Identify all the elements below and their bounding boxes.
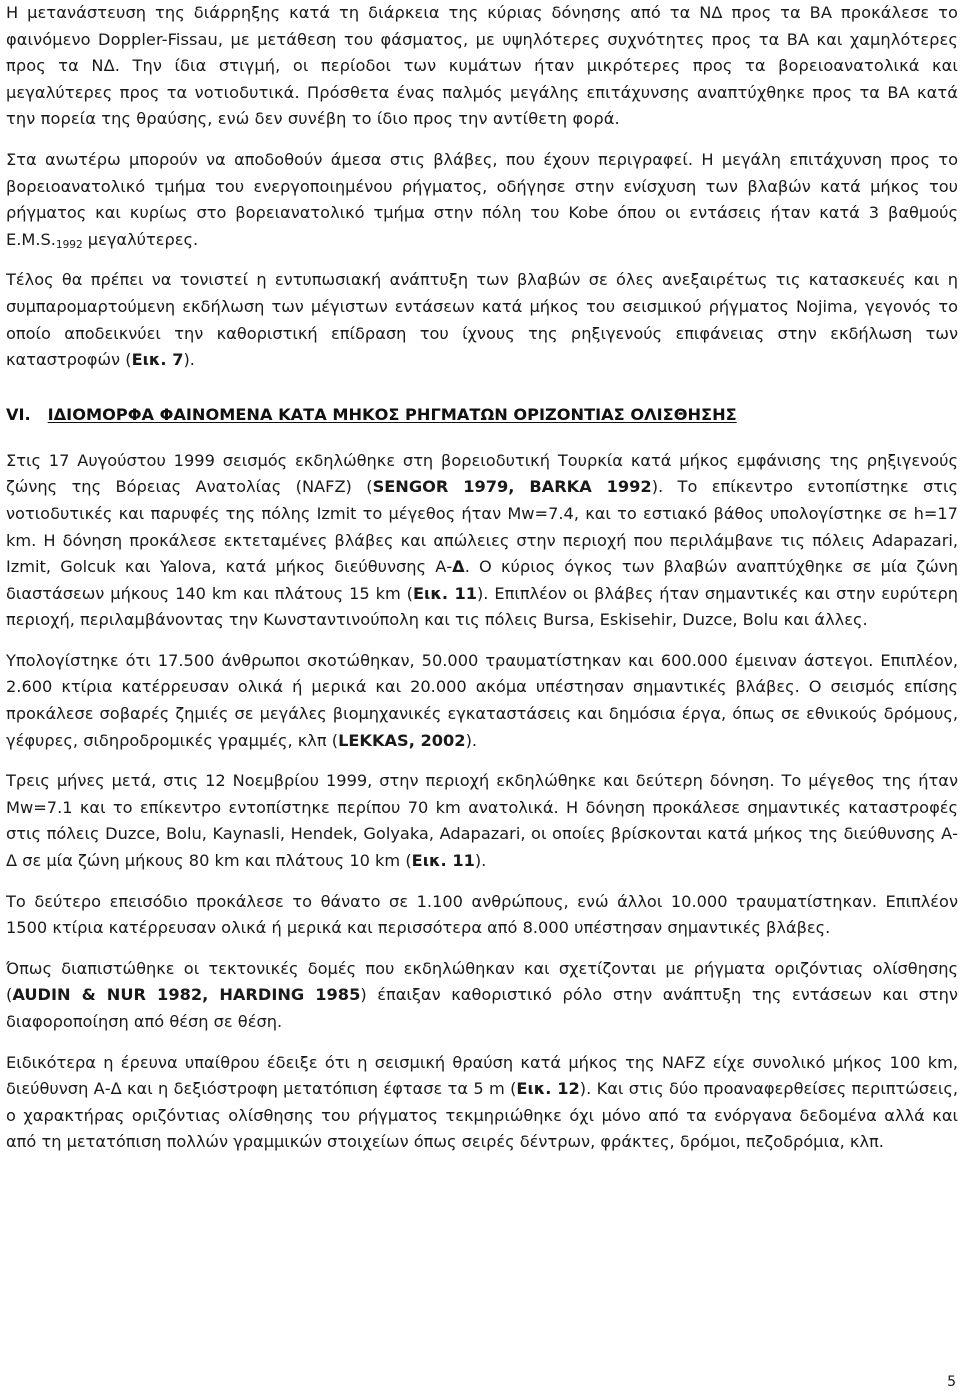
paragraph-izmit-earthquake xyxy=(6,448,958,634)
figure-reference: Εικ. 12 xyxy=(516,1079,580,1099)
citation: AUDIN & NUR 1982, HARDING 1985 xyxy=(12,985,361,1005)
paragraph-text: Το δεύτερο επεισόδιο προκάλεσε το θάνατο σε 1.100 ανθρώπους, ενώ άλλοι 10.000 τραυματίστηκαν. Επιπλέον 1500 κτίρια κατέρρευσαν ολικά ή μερικά και περισσότερα από 8.000 υπέστησαν σημαντικές βλάβες. xyxy=(6,891,958,938)
paragraph-text: Στα ανωτέρω μπορούν να αποδοθούν άμεσα στις βλάβες, που έχουν περιγραφεί. Η μεγάλη επιτάχυνση προς το βορειοανατολικό τμήμα του ενεργοποιημένου ρήγματος, οδήγησε στην ενίσχυση των βλαβών κατά μήκος του ρήγματος και κυρίως στο βορειανατολικό τμήμα στην πόλη του Kobe όπου οι εντάσεις ήταν κατά 3 βαθμούς E.M.S. xyxy=(6,149,958,249)
section-title: ΙΔΙΟΜΟΡΦΑ ΦΑΙΝΟΜΕΝΑ ΚΑΤΑ ΜΗΚΟΣ ΡΗΓΜΑΤΩΝ ΟΡΙΖΟΝΤΙΑΣ ΟΛΙΣΘΗΣΗΣ xyxy=(47,404,737,424)
paragraph-text: Τρεις μήνες μετά, στις 12 Νοεμβρίου 1999, στην περιοχή εκδηλώθηκε και δεύτερη δόνηση. Το μέγεθος της ήταν Mw=7.1 και το επίκεντρο εντοπίστηκε περίπου 70 km ανατολικά. Η δόνηση προκάλεσε σημαντικές καταστροφές στις πόλεις Duzce, Bolu, Kaynasli, Hendek, Golyaka, Adapazari, οι οποίες βρίσκονται κατά μήκος της διεύθυνσης Α-Δ σε μία ζώνη μήκους 80 km και πλάτους 10 km ( xyxy=(6,771,958,871)
paragraph-field-research xyxy=(6,1050,958,1156)
paragraph-text: Τέλος θα πρέπει να τονιστεί η εντυπωσιακή ανάπτυξη των βλαβών σε όλες ανεξαιρέτως τις κατασκευές και η συμπαρομαρτούμενη εκδήλωση των μέγιστων εντάσεων κατά μήκος του σεισμικού ρήγματος Nojima, γεγονός το οποίο αποδεικνύει την καθοριστική επίδραση του ίχνους της ρηξιγενούς επιφάνειας στην εκδήλωση των καταστροφών ( xyxy=(6,270,958,370)
paragraph-damage-kobe xyxy=(6,147,958,253)
paragraph-tectonic-structures xyxy=(6,956,958,1036)
paragraph-text: Στις 17 Αυγούστου 1999 σεισμός εκδηλώθηκε στη βορειοδυτική Τουρκία κατά μήκος εμφάνισης της ρηξιγενούς ζώνης της Βόρειας Ανατολίας (NAFZ) ( xyxy=(6,450,958,497)
paragraph-text: Όπως διαπιστώθηκε οι τεκτονικές δομές που εκδηλώθηκαν και σχετίζονται με ρήγματα οριζόντιας ολίσθησης ( xyxy=(6,958,958,1005)
citation: SENGOR 1979, BARKA 1992 xyxy=(372,477,652,497)
paragraph-text-end: ). xyxy=(465,730,478,750)
citation: LEKKAS, 2002 xyxy=(338,730,466,750)
paragraph-text: Υπολογίστηκε ότι 17.500 άνθρωποι σκοτώθηκαν, 50.000 τραυματίστηκαν και 600.000 έμειναν άστεγοι. Επιπλέον, 2.600 κτίρια κατέρρευσαν ολικά ή μερικά και 20.000 ακόμα υπέστησαν σημαντικές βλάβες. Ο σεισμός επίσης προκάλεσε σοβαρές ζημιές σε μεγάλες βιομηχανικές εγκαταστάσεις και δημόσια έργα, όπως σε εθνικούς δρόμους, γέφυρες, σιδηροδρομικές γραμμές, κλπ ( xyxy=(6,650,958,750)
paragraph-text-end: ) έπαιξαν καθοριστικό ρόλο στην ανάπτυξη της εντάσεων και στην διαφοροποίηση από θέση σε θέση. xyxy=(6,985,958,1031)
paragraph-text-end: ). Και στις δύο προαναφερθείσες περιπτώσεις, ο χαρακτήρας οριζόντιας ολίσθησης του ρήγματος τεκμηριώθηκε όχι μόνο από τα ενόργανα δεδομένα αλλά και από τη μετατόπιση πολλών γραμμικών στοιχείων όπως σειρές δέντρων, φράκτες, δρόμοι, πεζοδρόμια, κλπ. xyxy=(6,1079,958,1152)
paragraph-text: Η μετανάστευση της διάρρηξης κατά τη διάρκεια της κύριας δόνησης από τα ΝΔ προς τα ΒΑ προκάλεσε το φαινόμενο Doppler-Fissau, με μετάθεση του φάσματος, με υψηλότερες συχνότητες προς τα ΒΑ και χαμηλότερες προς τα ΝΔ. Την ίδια στιγμή, οι περίοδοι των κυμάτων ήταν μικρότερες προς τα βορειοανατολικά και μεγαλύτερες προς τα νοτιοδυτικά. Πρόσθετα ένας παλμός μεγάλης επιτάχυνσης αναπτύχθηκε προς τα ΒΑ κατά την πορεία της θραύσης, ενώ δεν συνέβη το ίδιο προς την αντίθετη φορά. xyxy=(6,3,958,129)
paragraph-text: . Ο κύριος όγκος των βλαβών αναπτύχθηκε σε μία ζώνη διαστάσεων μήκους 140 km και πλάτους 15 km ( xyxy=(6,557,958,603)
paragraph-text: Ειδικότερα η έρευνα υπαίθρου έδειξε ότι η σεισμική θραύση κατά μήκος της NAFZ είχε συνολικό μήκος 100 km, διεύθυνση Α-Δ και η δεξιόστροφη μετατόπιση έφτασε τα 5 m ( xyxy=(6,1052,958,1099)
section-number: VI. xyxy=(6,404,31,424)
direction-label: Δ xyxy=(452,557,465,577)
paragraph-text-end: ). Επιπλέον οι βλάβες ήταν σημαντικές και στην ευρύτερη περιοχή, περιλαμβάνοντας την Κωνσταντινούπολη και τις πόλεις Bursa, Eskisehir, Duzce, Bolu και άλλες. xyxy=(6,583,958,630)
paragraph-second-casualties xyxy=(6,889,958,942)
figure-reference: Εικ. 11 xyxy=(413,583,477,603)
ems-subscript: 1992 xyxy=(55,238,83,251)
paragraph-text: ). Το επίκεντρο εντοπίστηκε στις νοτιοδυτικές και παρυφές της πόλης Izmit το μέγεθος ήταν Mw=7.4, και το εστιακό βάθος υπολογίστηκε σε h=17 km. Η δόνηση προκάλεσε εκτεταμένες βλάβες και απώλειες στην περιοχή που περιλάμβανε τις πόλεις Adapazari, Izmit, Golcuk και Yalova, κατά μήκος διεύθυνσης Α- xyxy=(6,477,958,577)
paragraph-doppler xyxy=(6,0,958,133)
figure-reference: Εικ. 11 xyxy=(411,851,475,871)
paragraph-casualties xyxy=(6,648,958,754)
paragraph-second-shock xyxy=(6,768,958,874)
paragraph-nojima xyxy=(6,267,958,373)
section-heading xyxy=(6,402,958,428)
figure-reference: Εικ. 7 xyxy=(131,350,184,370)
paragraph-text-end: μεγαλύτερες. xyxy=(82,229,199,249)
paragraph-text-end: ). xyxy=(183,350,195,370)
page-number: 5 xyxy=(947,1374,956,1390)
paragraph-text-end: ). xyxy=(474,851,487,871)
document-page xyxy=(6,0,958,1156)
